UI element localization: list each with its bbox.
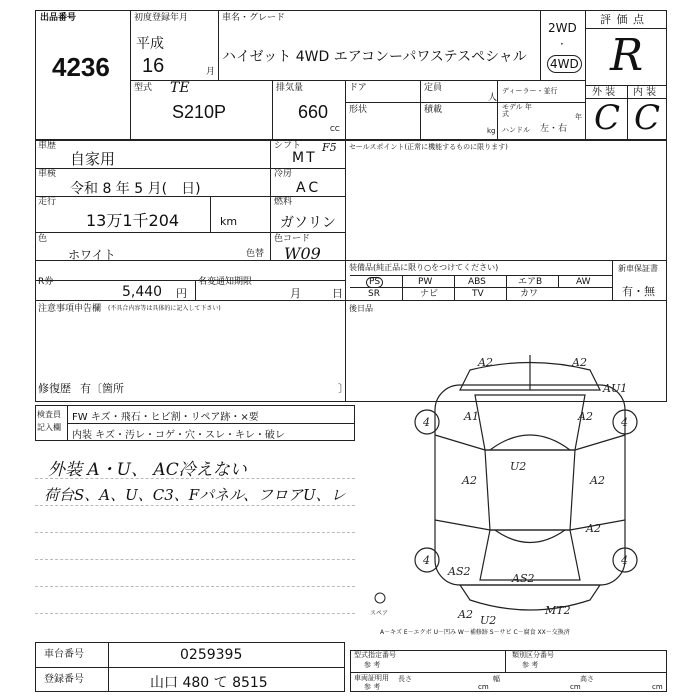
equip-leather: カワ bbox=[520, 289, 539, 299]
person-unit: 人 bbox=[488, 93, 498, 103]
inspector-label-1: 検査員 bbox=[37, 410, 61, 419]
recycle-value: 5,440 bbox=[122, 284, 163, 300]
displacement-value: 660 bbox=[298, 102, 329, 122]
first-reg-label: 初度登録年月 bbox=[134, 13, 189, 23]
shape-label: 形状 bbox=[349, 105, 368, 115]
dims-ref: 参 考 bbox=[364, 683, 381, 691]
inspection-value: 令和 8 年 5 月( 日) bbox=[70, 181, 201, 197]
load-label: 積載 bbox=[424, 105, 443, 115]
mark-rear-bumper: U2 bbox=[480, 614, 497, 627]
equipment-label: 装備品(純正品に限り○をつけてください) bbox=[349, 263, 499, 272]
model-label: 型式 bbox=[134, 83, 153, 93]
footer-right bbox=[350, 650, 667, 692]
capacity-label: 定員 bbox=[424, 83, 443, 93]
mark-right-mid: A2 bbox=[590, 474, 605, 487]
repair-end: 〕 bbox=[338, 382, 349, 395]
cc-unit: CC bbox=[330, 125, 340, 133]
mark-wheel-rl: 4 bbox=[423, 554, 430, 567]
exterior-label: 外 装 bbox=[592, 87, 616, 98]
mark-rear-center: MT2 bbox=[545, 604, 571, 617]
year-unit: 年 bbox=[575, 113, 582, 121]
handle-value: 左・右 bbox=[540, 124, 568, 134]
km-unit: km bbox=[220, 215, 238, 228]
mileage-value: 13万1千204 bbox=[86, 211, 180, 230]
handwritten-line-1: 外装 A・U、 AC冷えない bbox=[48, 460, 247, 480]
lot-number: 4236 bbox=[52, 52, 110, 82]
equip-abs: ABS bbox=[468, 277, 486, 287]
mark-right-rear: A2 bbox=[586, 522, 601, 535]
repair-value: 有〔箇所 bbox=[80, 382, 124, 395]
model-year-label: モデル 年式 bbox=[502, 103, 532, 118]
drive-2wd: 2WD bbox=[548, 21, 577, 35]
drive-dot: · bbox=[560, 37, 564, 51]
equip-pw: PW bbox=[418, 277, 433, 287]
ac-label: 冷房 bbox=[274, 169, 293, 179]
day-label: 日 bbox=[332, 287, 343, 300]
repair-label: 修復歴 bbox=[38, 382, 71, 395]
mark-left-door: A1 bbox=[464, 410, 479, 423]
mileage-label: 走行 bbox=[38, 197, 57, 207]
color-value: ホワイト bbox=[68, 248, 116, 262]
color-code-value: W09 bbox=[284, 244, 321, 263]
yen-unit: 円 bbox=[176, 287, 187, 300]
length-cm: cm bbox=[478, 683, 489, 691]
length-label: 長さ bbox=[398, 675, 412, 683]
model-code: S210P bbox=[172, 102, 227, 122]
displacement-label: 排気量 bbox=[276, 83, 304, 93]
equip-tv: TV bbox=[472, 289, 484, 299]
interior-grade: C bbox=[634, 98, 661, 138]
score-label: 評 価 点 bbox=[600, 13, 645, 26]
mark-front-right: A2 bbox=[572, 356, 587, 369]
handle-label: ハンドル bbox=[502, 126, 530, 134]
height-cm: cm bbox=[652, 683, 663, 691]
shift-value: MT bbox=[292, 150, 317, 166]
handwritten-line-2: 荷台S、A、U、C3、Fパネル、フロアU、レ bbox=[44, 486, 346, 504]
lot-label: 出品番号 bbox=[40, 13, 77, 23]
equip-aw: AW bbox=[576, 277, 591, 287]
equip-navi: ナビ bbox=[420, 289, 439, 299]
shift-note: F5 bbox=[322, 141, 337, 154]
car-name: ハイゼット 4WD エアコンーパワステスペシャル bbox=[222, 49, 527, 65]
era: 平成 bbox=[136, 36, 164, 52]
mark-front-left: A2 bbox=[478, 356, 493, 369]
inspector-line-2: 内装 キズ・汚レ・コゲ・穴・スレ・キレ・破レ bbox=[72, 430, 285, 441]
kg-unit: kg bbox=[487, 127, 496, 135]
mark-right-top: AU1 bbox=[603, 382, 628, 395]
mark-roof: U2 bbox=[510, 460, 527, 473]
sales-points-label: セールスポイント(正常に機能するものに限ります) bbox=[349, 143, 508, 151]
damage-legend: A－キズ E－エクボ U－凹み W－補修跡 S－サビ C－腐食 XX－交換済 bbox=[380, 629, 570, 636]
door-label: ドア bbox=[349, 83, 367, 93]
category-ref: 参 考 bbox=[522, 661, 539, 669]
interior-label: 内 装 bbox=[633, 87, 657, 98]
fuel-value: ガソリン bbox=[280, 215, 336, 231]
dims-label: 車両証明用 bbox=[354, 674, 389, 682]
mark-left-mid: A2 bbox=[462, 474, 477, 487]
history-value: 自家用 bbox=[70, 150, 116, 168]
month-unit: 月 bbox=[206, 67, 216, 77]
car-diagram bbox=[370, 350, 660, 630]
name-change-label: 名変通知期限 bbox=[198, 277, 253, 287]
fuel-label: 燃料 bbox=[274, 197, 293, 207]
width-label: 幅 bbox=[493, 675, 500, 683]
spare-tire-icon bbox=[375, 593, 385, 603]
equip-ps: PS bbox=[366, 277, 383, 288]
inspector-line-1: FW キズ・飛石・ヒビ割・リペア跡・×要 bbox=[72, 412, 259, 423]
equipment-grid bbox=[350, 275, 612, 300]
color-change-label: 色替 bbox=[246, 249, 265, 259]
score-value: R bbox=[610, 30, 644, 81]
dealer-label: ディーラー・並行 bbox=[502, 87, 558, 95]
recycle-label: R券 bbox=[38, 277, 54, 287]
width-cm: cm bbox=[570, 683, 581, 691]
inspection-label: 車検 bbox=[38, 169, 57, 179]
reg-label: 登録番号 bbox=[44, 674, 84, 685]
shift-label: シフト bbox=[274, 141, 302, 151]
type-cert-label: 型式指定番号 bbox=[354, 651, 396, 659]
inspector-label-2: 記入欄 bbox=[37, 423, 61, 432]
drive-4wd: 4WD bbox=[547, 55, 582, 73]
spare-label: スペア bbox=[370, 610, 389, 617]
mark-wheel-fl: 4 bbox=[423, 416, 430, 429]
height-label: 高さ bbox=[580, 675, 594, 683]
month-label: 月 bbox=[290, 287, 301, 300]
notes-sub: (不具合内容等は具体的に記入して下さい) bbox=[108, 305, 221, 312]
equip-airbag: エアB bbox=[518, 277, 543, 287]
aftermarket-label: 後日品 bbox=[349, 304, 373, 313]
color-label: 色 bbox=[38, 234, 48, 244]
equip-sr: SR bbox=[368, 289, 380, 299]
reg-value: 山口 480 て 8515 bbox=[150, 675, 268, 691]
warranty-value: 有・無 bbox=[622, 285, 655, 298]
exterior-grade: C bbox=[594, 98, 621, 138]
mark-right-door: A2 bbox=[578, 410, 593, 423]
reg-year: 16 bbox=[142, 55, 165, 77]
mark-left-rear: AS2 bbox=[448, 565, 471, 578]
chassis-label: 車台番号 bbox=[44, 649, 84, 660]
model-prefix: TE bbox=[170, 80, 190, 96]
type-cert-ref: 参 考 bbox=[364, 661, 381, 669]
ac-value: AC bbox=[296, 180, 322, 196]
mark-wheel-fr: 4 bbox=[621, 416, 628, 429]
color-code-label: 色コード bbox=[274, 234, 311, 244]
mark-rear-left: A2 bbox=[458, 608, 473, 621]
history-label: 車歴 bbox=[38, 141, 57, 151]
category-label: 類別区分番号 bbox=[512, 651, 554, 659]
mark-bed: AS2 bbox=[512, 572, 535, 585]
mark-wheel-rr: 4 bbox=[621, 554, 628, 567]
notes-label: 注意事項申告欄 bbox=[38, 304, 102, 314]
warranty-label: 新車保証書 bbox=[618, 264, 658, 273]
name-grade-label: 車名・グレード bbox=[222, 13, 286, 23]
chassis-value: 0259395 bbox=[180, 647, 243, 663]
